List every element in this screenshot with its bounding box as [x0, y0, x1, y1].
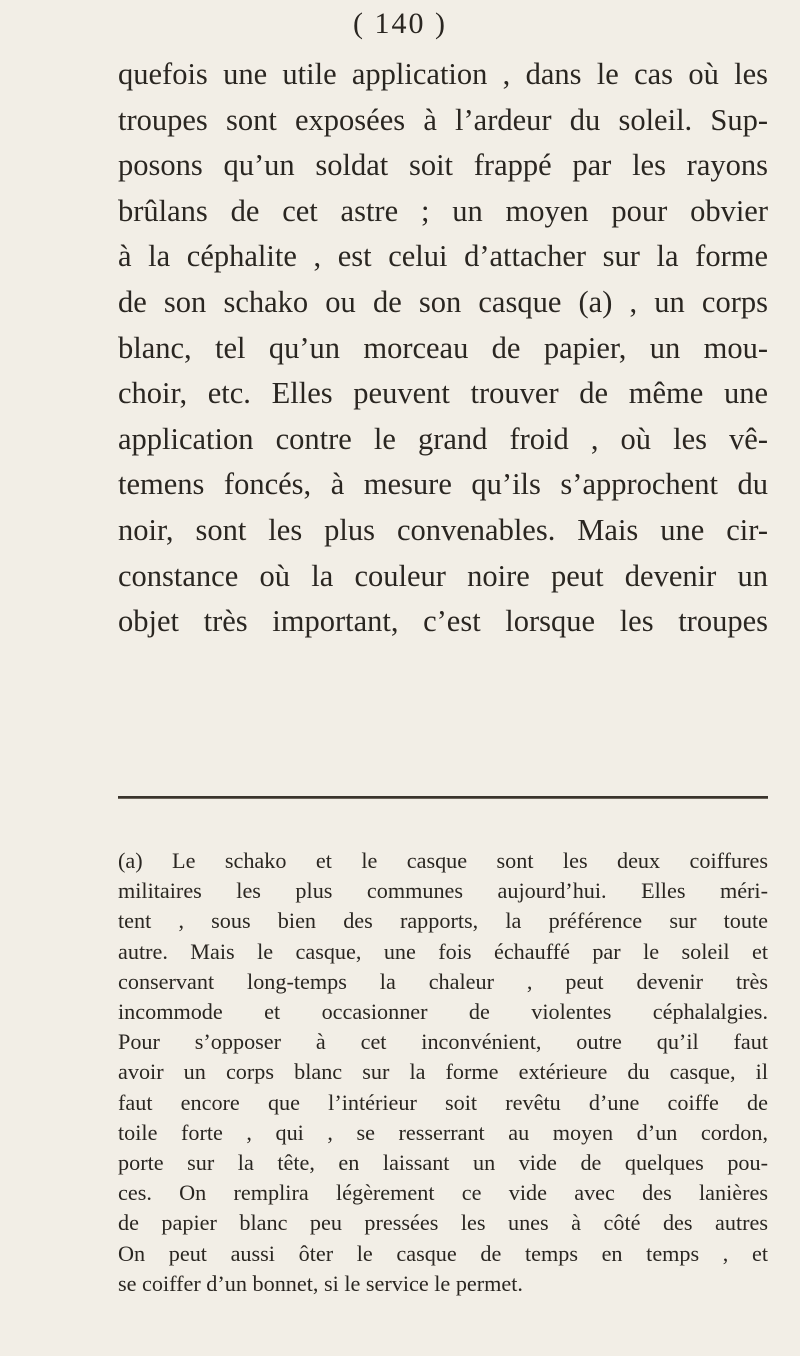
footnote-line: militaires les plus communes aujourd’hui. Elles méri-	[118, 878, 768, 904]
main-text-line: blanc, tel qu’un morceau de papier, un mou-	[118, 330, 768, 365]
main-text-line: application contre le grand froid , où les vê-	[118, 421, 768, 456]
main-text-line: objet très important, c’est lorsque les troupes	[118, 604, 768, 639]
main-text-line: noir, sont les plus convenables. Mais une cir-	[118, 512, 768, 547]
footnote-line: (a) Le schako et le casque sont les deux coiffures	[118, 848, 768, 873]
footnote-line: On peut aussi ôter le casque de temps en temps , et	[118, 1240, 768, 1266]
main-text	[118, 52, 768, 645]
main-text-line: troupes sont exposées à l’ardeur du soleil. Sup-	[118, 102, 768, 137]
main-text-line: à la céphalite , est celui d’attacher sur la forme	[118, 239, 768, 274]
main-text-line: de son schako ou de son casque (a) , un corps	[118, 284, 768, 319]
footnote	[118, 846, 768, 1299]
footnote-line: tent , sous bien des rapports, la préférence sur toute	[118, 908, 768, 934]
footnote-separator-rule	[118, 796, 768, 799]
main-text-line: constance où la couleur noire peut devenir un	[118, 558, 768, 593]
main-text-line: choir, etc. Elles peuvent trouver de même une	[118, 376, 768, 411]
footnote-line: porte sur la tête, en laissant un vide de quelques pou-	[118, 1150, 768, 1176]
main-text-line: posons qu’un soldat soit frappé par les rayons	[118, 148, 768, 183]
footnote-line: autre. Mais le casque, une fois échauffé par le soleil et	[118, 938, 768, 964]
main-text-line: temens foncés, à mesure qu’ils s’approchent du	[118, 467, 768, 502]
main-text-line: quefois une utile application , dans le cas où les	[118, 57, 768, 91]
main-text-line: brûlans de cet astre ; un moyen pour obvier	[118, 193, 768, 228]
footnote-line: toile forte , qui , se resserrant au moyen d’un cordon,	[118, 1119, 768, 1145]
footnote-line: conservant long-temps la chaleur , peut devenir très	[118, 968, 768, 994]
footnote-line: avoir un corps blanc sur la forme extérieure du casque, il	[118, 1059, 768, 1085]
page-number: ( 140 )	[353, 7, 447, 40]
footnote-line: de papier blanc peu pressées les unes à côté des autres	[118, 1210, 768, 1236]
footnote-line: Pour s’opposer à cet inconvénient, outre qu’il faut	[118, 1029, 768, 1055]
footnote-line: incommode et occasionner de violentes céphalalgies.	[118, 999, 768, 1025]
footnote-line: se coiffer d’un bonnet, si le service le permet.	[118, 1270, 523, 1296]
footnote-line: ces. On remplira légèrement ce vide avec des lanières	[118, 1180, 768, 1206]
footnote-line: faut encore que l’intérieur soit revêtu d’une coiffe de	[118, 1089, 768, 1115]
